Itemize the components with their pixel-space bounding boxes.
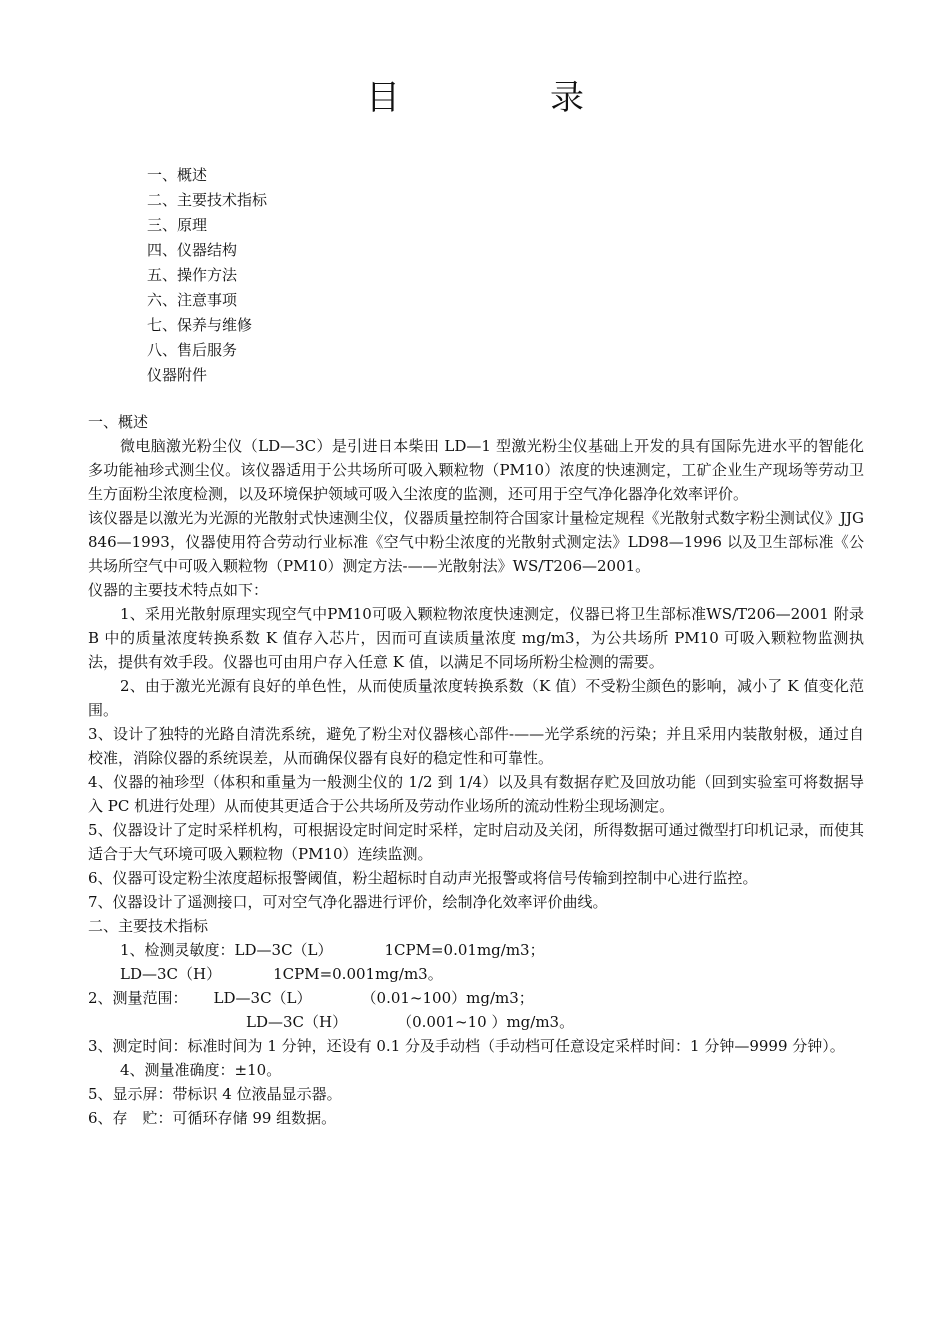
spec-storage: 6、存 贮：可循环存储 99 组数据。 (88, 1109, 337, 1127)
toc-item[interactable]: 六、注意事项 (147, 291, 238, 309)
spec-model: LD—3C（H） (246, 1013, 348, 1031)
page-title (0, 76, 950, 120)
toc-item[interactable]: 五、操作方法 (147, 266, 238, 284)
spec-sensitivity-h (88, 962, 864, 986)
feature-1: 1、采用光散射原理实现空气中PM10可吸入颗粒物浓度快速测定，仪器已将卫生部标准WS/T206—2001 附录 B 中的质量浓度转换系数 K 值存入芯片，因而可直读质量浓度 mg/m3，为公共场所 PM10 可吸入颗粒物监测执法，提供有效手段。仪器也可由用户存入任意 K 值，以满足不同场所粉尘检测的需要。 (88, 605, 864, 671)
feature-2: 2、由于激光光源有良好的单色性，从而使质量浓度转换系数（K 值）不受粉尘颜色的影响，减小了 K 值变化范围。 (88, 677, 864, 719)
toc-item[interactable]: 四、仪器结构 (147, 241, 238, 259)
spec-range-h (88, 1010, 864, 1034)
toc-item[interactable]: 七、保养与维修 (147, 316, 253, 334)
spec-value: （0.01~100）mg/m3； (361, 989, 534, 1007)
spec-label: 1、检测灵敏度：LD—3C（L） (120, 941, 333, 959)
feature-3: 3、设计了独特的光路自清洗系统，避免了粉尘对仪器核心部件-——光学系统的污染；并且采用内装散射极，通过自校准，消除仪器的系统误差，从而确保仪器有良好的稳定性和可靠性。 (88, 725, 864, 767)
toc-item[interactable]: 一、概述 (147, 166, 208, 184)
section-heading-specs: 二、主要技术指标 (88, 917, 209, 935)
spec-range-l (88, 986, 864, 1010)
overview-paragraph-2: 该仪器是以激光为光源的光散射式快速测尘仪，仪器质量控制符合国家计量检定规程《光散射式数字粉尘测试仪》JJG 846—1993，仪器使用符合劳动行业标准《空气中粉尘浓度的光散射式测定法》LD98—1996 以及卫生部标准《公共场所空气中可吸入颗粒物（PM10）测定方法-——光散射法》WS/T206—2001。 (88, 509, 864, 575)
feature-6: 6、仪器可设定粉尘浓度超标报警阈值，粉尘超标时自动声光报警或将信号传输到控制中心进行监控。 (88, 869, 758, 887)
spec-measure-time: 3、测定时间：标准时间为 1 分钟，还设有 0.1 分及手动档（手动档可任意设定采样时间：1 分钟—9999 分钟）。 (88, 1037, 845, 1055)
spec-label: LD—3C（H） (120, 965, 222, 983)
spec-model: LD—3C（L） (213, 989, 312, 1007)
spec-sensitivity-l (88, 938, 864, 962)
feature-5: 5、仪器设计了定时采样机构，可根据设定时间定时采样，定时启动及关闭，所得数据可通过微型打印机记录，而使其适合于大气环境可吸入颗粒物（PM10）连续监测。 (88, 821, 864, 863)
spec-display: 5、显示屏：带标识 4 位液晶显示器。 (88, 1085, 342, 1103)
spec-value: （0.001~10 ）mg/m3。 (397, 1013, 575, 1031)
table-of-contents (147, 163, 267, 388)
spec-label: 2、测量范围： (88, 989, 188, 1007)
spec-value: 1CPM=0.001mg/m3。 (273, 965, 443, 983)
feature-4: 4、仪器的袖珍型（体积和重量为一般测尘仪的 1/2 到 1/4）以及具有数据存贮及回放功能（回到实验室可将数据导入 PC 机进行处理）从而使其更适合于公共场所及劳动作业场所的流动性粉尘现场测定。 (88, 773, 864, 815)
toc-item[interactable]: 八、售后服务 (147, 341, 238, 359)
document-body (88, 410, 864, 1130)
spec-value: 1CPM=0.01mg/m3； (384, 941, 545, 959)
toc-item[interactable]: 三、原理 (147, 216, 208, 234)
overview-paragraph-3: 仪器的主要技术特点如下： (88, 581, 269, 599)
section-heading-overview: 一、概述 (88, 413, 149, 431)
toc-item[interactable]: 仪器附件 (147, 366, 208, 384)
spec-accuracy: 4、测量准确度：±10。 (120, 1061, 282, 1079)
toc-item[interactable]: 二、主要技术指标 (147, 191, 268, 209)
overview-paragraph-1: 微电脑激光粉尘仪（LD—3C）是引进日本柴田 LD—1 型激光粉尘仪基础上开发的具有国际先进水平的智能化多功能袖珍式测尘仪。该仪器适用于公共场所可吸入颗粒物（PM10）浓度的快速测定，工矿企业生产现场等劳动卫生方面粉尘浓度检测，以及环境保护领域可吸入尘浓度的监测，还可用于空气净化器净化效率评价。 (88, 437, 864, 503)
feature-7: 7、仪器设计了遥测接口，可对空气净化器进行评价，绘制净化效率评价曲线。 (88, 893, 608, 911)
title-char-1: 目 (366, 78, 400, 118)
title-char-2: 录 (550, 78, 584, 118)
